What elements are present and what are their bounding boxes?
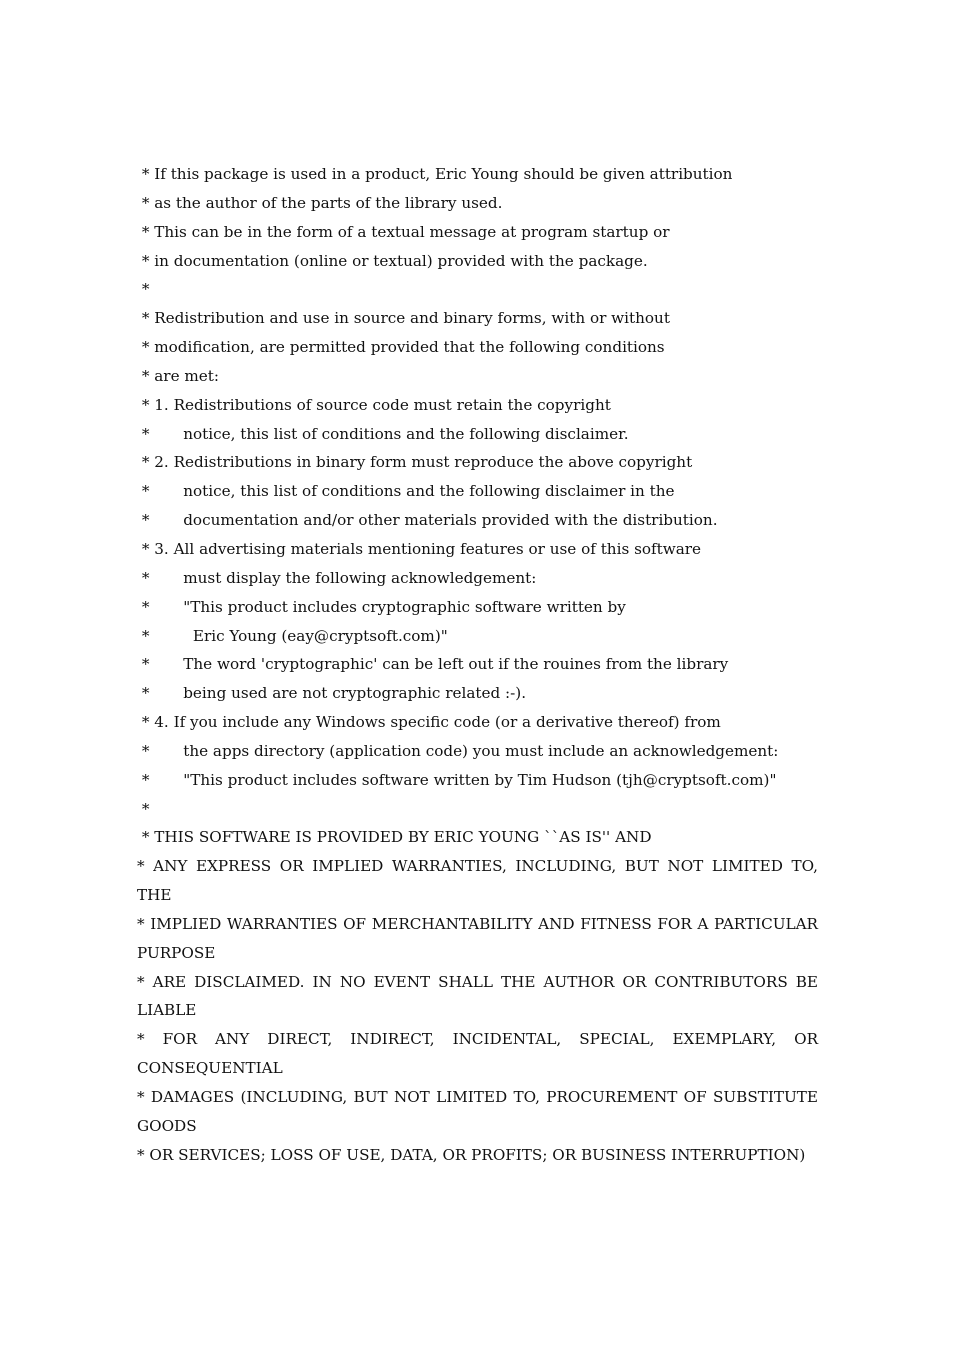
text-line: * being used are not cryptographic related :-). — [137, 684, 527, 703]
text-line: * "This product includes software written by Tim Hudson (tjh@cryptsoft.com)" — [137, 770, 777, 789]
wrapped-text-line: * ANY EXPRESS OR IMPLIED WARRANTIES, INCLUDING, BUT NOT LIMITED TO, THE — [137, 857, 818, 905]
text-line: * — [137, 799, 150, 818]
wrapped-text-line: * ARE DISCLAIMED. IN NO EVENT SHALL THE AUTHOR OR CONTRIBUTORS BE LIABLE — [137, 972, 818, 1020]
text-line: * The word 'cryptographic' can be left out if the rouines from the library — [137, 655, 729, 674]
license-text — [137, 160, 818, 1170]
text-line: * must display the following acknowledgement: — [137, 568, 537, 587]
text-line: * Eric Young (eay@cryptsoft.com)" — [137, 626, 448, 645]
text-line: * THIS SOFTWARE IS PROVIDED BY ERIC YOUNG ``AS IS'' AND — [137, 828, 652, 847]
text-line: * as the author of the parts of the library used. — [137, 193, 503, 212]
text-line: * 3. All advertising materials mentioning features or use of this software — [137, 539, 702, 558]
text-line: * If this package is used in a product, Eric Young should be given attribution — [137, 165, 733, 183]
wrapped-text-line: * DAMAGES (INCLUDING, BUT NOT LIMITED TO, PROCUREMENT OF SUBSTITUTE GOODS — [137, 1088, 818, 1135]
text-line: * notice, this list of conditions and the following disclaimer in the — [137, 482, 675, 501]
wrapped-text-line: * IMPLIED WARRANTIES OF MERCHANTABILITY AND FITNESS FOR A PARTICULAR PURPOSE — [137, 914, 818, 962]
text-line: * — [137, 280, 150, 299]
text-line: * This can be in the form of a textual message at program startup or — [137, 222, 670, 241]
text-line: * notice, this list of conditions and the following disclaimer. — [137, 424, 629, 443]
wrapped-text-line: * FOR ANY DIRECT, INDIRECT, INCIDENTAL, SPECIAL, EXEMPLARY, OR CONSEQUENTIAL — [137, 1030, 818, 1078]
text-line: * 4. If you include any Windows specific code (or a derivative thereof) from — [137, 713, 721, 732]
text-line: * "This product includes cryptographic software written by — [137, 597, 626, 616]
text-line: * are met: — [137, 366, 219, 385]
text-line: * Redistribution and use in source and binary forms, with or without — [137, 309, 670, 328]
text-line: * in documentation (online or textual) provided with the package. — [137, 251, 648, 270]
text-line: * documentation and/or other materials provided with the distribution. — [137, 511, 718, 530]
text-line: * the apps directory (application code) you must include an acknowledgement: — [137, 741, 779, 760]
text-line: * 1. Redistributions of source code must retain the copyright — [137, 395, 611, 414]
text-line: * modification, are permitted provided that the following conditions — [137, 338, 665, 357]
text-line: * 2. Redistributions in binary form must reproduce the above copyright — [137, 453, 693, 472]
wrapped-text-line: * OR SERVICES; LOSS OF USE, DATA, OR PROFITS; OR BUSINESS INTERRUPTION) — [137, 1145, 806, 1164]
